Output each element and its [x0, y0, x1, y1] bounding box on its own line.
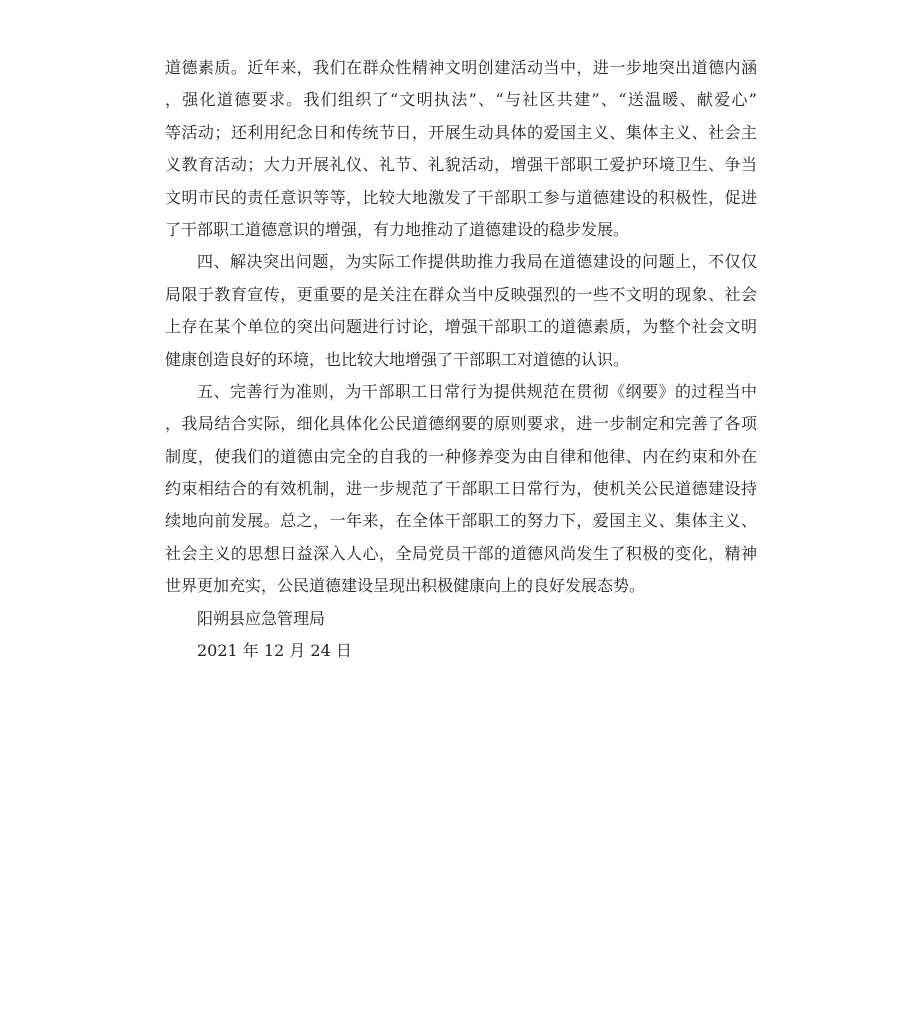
paragraph-four — [165, 246, 757, 376]
text-line: 局限于教育宣传，更重要的是关注在群众当中反映强烈的一些不文明的现象、社会 — [165, 284, 757, 304]
text-line: 健康创造良好的环境，也比较大地增强了干部职工对道德的认识。 — [165, 349, 630, 369]
signature-organization: 阳朔县应急管理局 — [197, 608, 326, 628]
paragraph-five — [165, 376, 757, 603]
text-line: ，强化道德要求。我们组织了“文明执法”、“与社区共建”、“送温暖、献爱心” — [165, 90, 757, 110]
paragraph-continued — [165, 52, 757, 246]
text-line: 等活动；还利用纪念日和传统节日，开展生动具体的爱国主义、集体主义、社会主 — [165, 122, 757, 142]
text-line: ，我局结合实际，细化具体化公民道德纲要的原则要求，进一步制定和完善了各项 — [165, 414, 757, 434]
text-line: 上存在某个单位的突出问题进行讨论，增强干部职工的道德素质，为整个社会文明 — [165, 317, 757, 337]
signature-block — [165, 603, 757, 668]
text-line: 五、完善行为准则，为干部职工日常行为提供规范在贯彻《纲要》的过程当中 — [197, 381, 757, 401]
text-line: 世界更加充实，公民道德建设呈现出积极健康向上的良好发展态势。 — [165, 576, 646, 596]
text-line: 四、解决突出问题，为实际工作提供助推力我局在道德建设的问题上，不仅仅 — [197, 252, 757, 272]
text-line: 义教育活动；大力开展礼仪、礼节、礼貌活动，增强干部职工爱护环境卫生、争当 — [165, 155, 757, 175]
text-line: 约束相结合的有效机制，进一步规范了干部职工日常行为，使机关公民道德建设持 — [165, 479, 757, 499]
text-line: 道德素质。近年来，我们在群众性精神文明创建活动当中，进一步地突出道德内涵 — [165, 58, 757, 77]
text-line: 制度，使我们的道德由完全的自我的一种修养变为由自律和他律、内在约束和外在 — [165, 446, 757, 466]
text-line: 社会主义的思想日益深入人心，全局党员干部的道德风尚发生了积极的变化，精神 — [165, 543, 757, 563]
text-line: 续地向前发展。总之，一年来，在全体干部职工的努力下，爱国主义、集体主义、 — [165, 511, 757, 531]
text-line: 文明市民的责任意识等等，比较大地激发了干部职工参与道德建设的积极性，促进 — [165, 187, 757, 207]
document-body — [165, 52, 757, 667]
signature-date: 2021 年 12 月 24 日 — [197, 641, 352, 661]
text-line: 了干部职工道德意识的增强，有力地推动了道德建设的稳步发展。 — [165, 219, 630, 239]
